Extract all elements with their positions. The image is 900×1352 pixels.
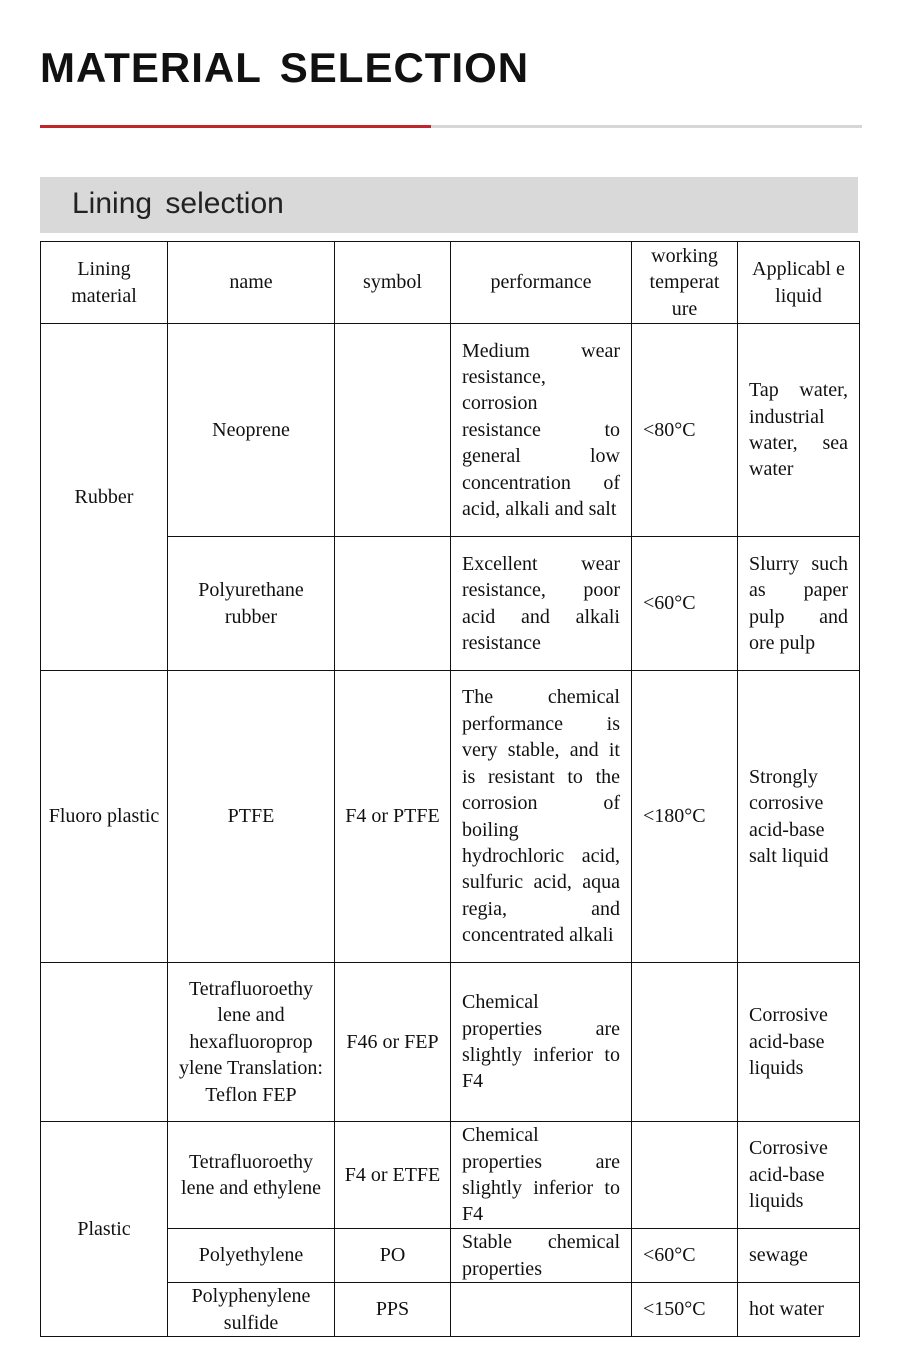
cell-liquid: hot water xyxy=(738,1283,860,1337)
page-title: MATERIAL SELECTION xyxy=(40,44,530,91)
cell-lining-material xyxy=(41,963,168,1122)
section-header xyxy=(40,177,858,233)
header-symbol: symbol xyxy=(335,242,451,324)
cell-liquid: Slurry such as paper pulp and ore pulp xyxy=(738,537,860,671)
cell-liquid: Corrosive acid-base liquids xyxy=(738,1122,860,1229)
table-row xyxy=(41,1122,860,1229)
cell-name: Polyphenylene sulfide xyxy=(168,1283,335,1337)
cell-name: Tetrafluoroethy lene and ethylene xyxy=(168,1122,335,1229)
cell-performance: The chemical performance is very stable, and it is resistant to the corrosion of boiling hydrochloric acid, sulfuric acid, aqua regia, and concentrated alkali xyxy=(451,671,632,963)
cell-name: Polyethylene xyxy=(168,1229,335,1283)
cell-name: Polyurethane rubber xyxy=(168,537,335,671)
header-name: name xyxy=(168,242,335,324)
cell-temperature: <150°C xyxy=(632,1283,738,1337)
cell-name: PTFE xyxy=(168,671,335,963)
cell-symbol xyxy=(335,537,451,671)
cell-symbol: PPS xyxy=(335,1283,451,1337)
cell-liquid: Corrosive acid-base liquids xyxy=(738,963,860,1122)
cell-symbol: F4 or ETFE xyxy=(335,1122,451,1229)
header-working-temperature: working temperat ure xyxy=(632,242,738,324)
title-divider-accent xyxy=(40,125,431,128)
table-row xyxy=(41,324,860,537)
group-plastic: Plastic xyxy=(41,1122,168,1337)
cell-temperature: <60°C xyxy=(632,537,738,671)
cell-liquid: Strongly corrosive acid-base salt liquid xyxy=(738,671,860,963)
cell-temperature xyxy=(632,963,738,1122)
group-rubber: Rubber xyxy=(41,324,168,671)
cell-symbol: F4 or PTFE xyxy=(335,671,451,963)
table-row xyxy=(41,671,860,963)
header-lining-material: Lining material xyxy=(41,242,168,324)
section-title: Lining selection xyxy=(72,187,284,220)
cell-temperature xyxy=(632,1122,738,1229)
cell-symbol: PO xyxy=(335,1229,451,1283)
header-applicable-liquid: Applicabl e liquid xyxy=(738,242,860,324)
table-header-row xyxy=(41,242,860,324)
table-row xyxy=(41,963,860,1122)
cell-symbol xyxy=(335,324,451,537)
group-fluoro-plastic: Fluoro plastic xyxy=(41,671,168,963)
cell-temperature: <80°C xyxy=(632,324,738,537)
lining-selection-table xyxy=(40,241,860,1337)
cell-performance: Stable chemical properties xyxy=(451,1229,632,1283)
cell-performance xyxy=(451,1283,632,1337)
cell-performance: Excellent wear resistance, poor acid and alkali resistance xyxy=(451,537,632,671)
cell-name: Tetrafluoroethy lene and hexafluoroprop ylene Translation: Teflon FEP xyxy=(168,963,335,1122)
cell-liquid: sewage xyxy=(738,1229,860,1283)
cell-performance: Chemical properties are slightly inferior to F4 xyxy=(451,1122,632,1229)
cell-temperature: <180°C xyxy=(632,671,738,963)
header-performance: performance xyxy=(451,242,632,324)
cell-name: Neoprene xyxy=(168,324,335,537)
cell-symbol: F46 or FEP xyxy=(335,963,451,1122)
cell-performance: Medium wear resistance, corrosion resistance to general low concentration of acid, alkali and salt xyxy=(451,324,632,537)
cell-liquid: Tap water, industrial water, sea water xyxy=(738,324,860,537)
cell-performance: Chemical properties are slightly inferior to F4 xyxy=(451,963,632,1122)
cell-temperature: <60°C xyxy=(632,1229,738,1283)
